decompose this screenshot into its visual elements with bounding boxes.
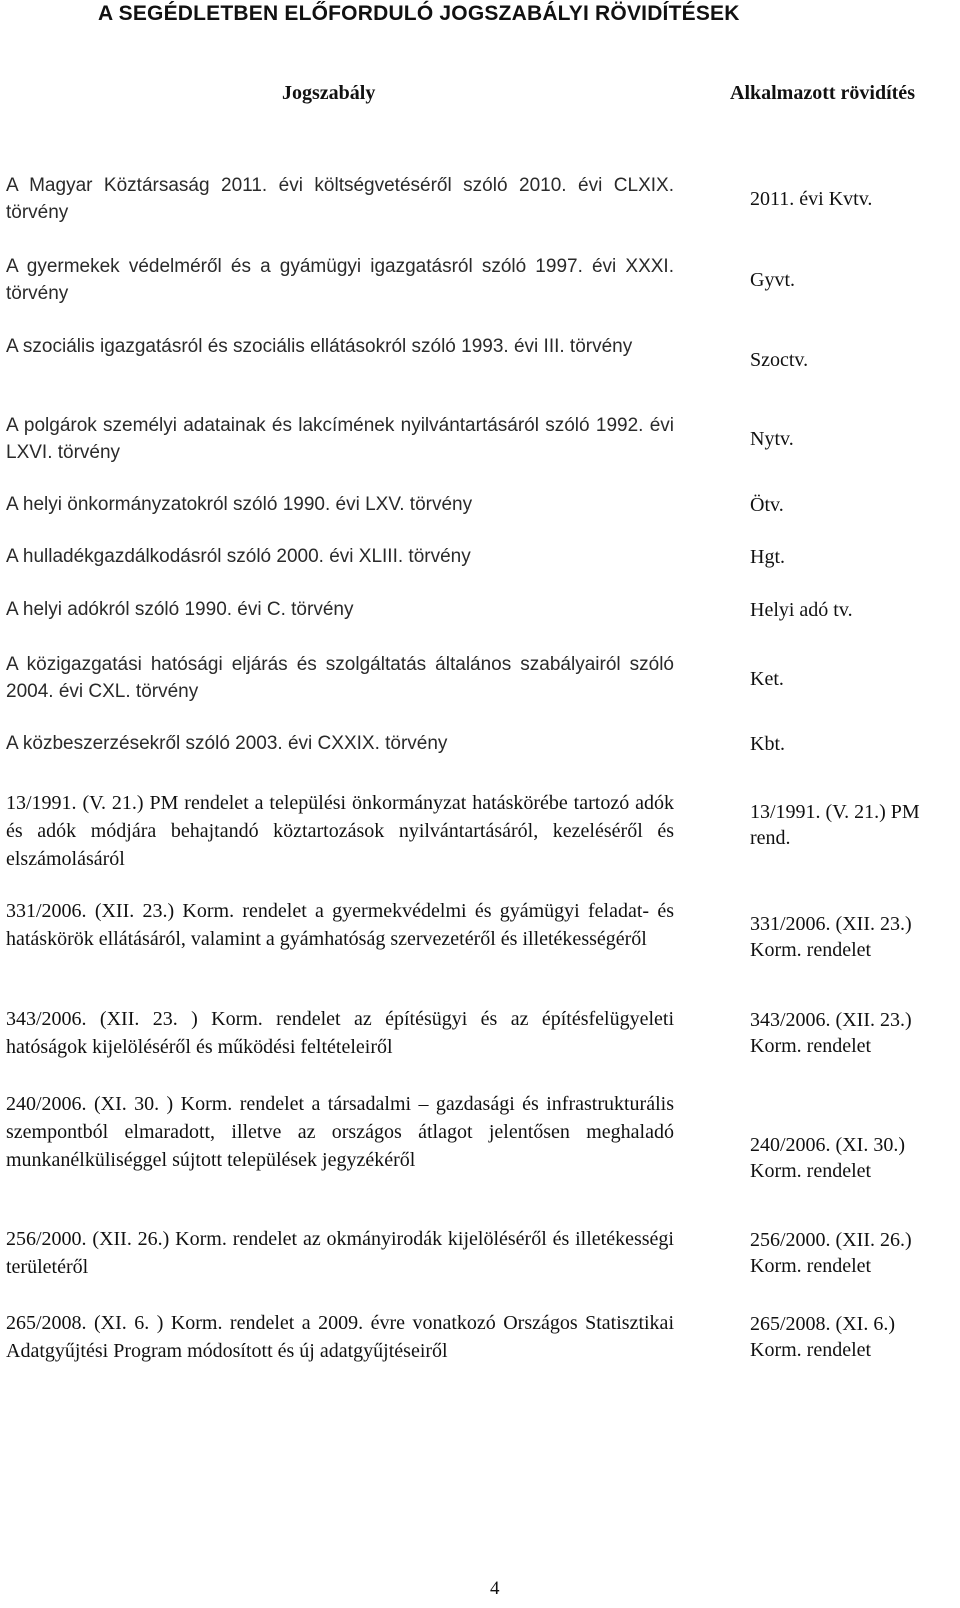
law-title: A helyi adókról szóló 1990. évi C. törvény xyxy=(6,599,354,620)
abbreviation: Hgt. xyxy=(750,546,785,568)
abbreviation: 13/1991. (V. 21.) PM rend. xyxy=(750,801,920,849)
abbreviation: 331/2006. (XII. 23.) Korm. rendelet xyxy=(750,913,912,961)
abbreviation: Nytv. xyxy=(750,428,794,450)
abbreviation: Kbt. xyxy=(750,733,785,755)
law-title: A Magyar Köztársaság 2011. évi költségvetéséről szóló 2010. évi CLXIX. törvény xyxy=(6,175,674,223)
abbreviation: 256/2000. (XII. 26.) Korm. rendelet xyxy=(750,1229,912,1277)
column-header-law: Jogszabály xyxy=(282,82,376,104)
page-number: 4 xyxy=(490,1578,500,1599)
law-title: A polgárok személyi adatainak és lakcímének nyilvántartásáról szóló 1992. évi LXVI. törvény xyxy=(6,415,674,463)
law-title: A helyi önkormányzatokról szóló 1990. évi LXV. törvény xyxy=(6,494,473,515)
law-title: A szociális igazgatásról és szociális ellátásokról szóló 1993. évi III. törvény xyxy=(6,336,633,357)
column-header-abbreviation: Alkalmazott rövidítés xyxy=(730,82,915,104)
page-title: A SEGÉDLETBEN ELŐFORDULÓ JOGSZABÁLYI RÖVIDÍTÉSEK xyxy=(98,2,740,25)
abbreviation: Gyvt. xyxy=(750,269,795,291)
law-title: A hulladékgazdálkodásról szóló 2000. évi XLIII. törvény xyxy=(6,546,471,567)
law-title: A gyermekek védelméről és a gyámügyi igazgatásról szóló 1997. évi XXXI. törvény xyxy=(6,256,674,304)
abbreviation: 265/2008. (XI. 6.) Korm. rendelet xyxy=(750,1313,895,1361)
abbreviation: 240/2006. (XI. 30.) Korm. rendelet xyxy=(750,1134,905,1182)
law-title: 331/2006. (XII. 23.) Korm. rendelet a gyermekvédelmi és gyámügyi feladat- és hatáskörök ellátásáról, valamint a gyámhatóság szervezetéről és illetékességéről xyxy=(6,900,674,950)
law-title: 240/2006. (XI. 30. ) Korm. rendelet a társadalmi – gazdasági és infrastrukturális szempontból elmaradott, illetve az országos átlagot jelentősen meghaladó munkanélküliséggel sújtott települések jegyzékéről xyxy=(6,1093,674,1171)
law-title: A közbeszerzésekről szóló 2003. évi CXXIX. törvény xyxy=(6,733,448,754)
abbreviation: 343/2006. (XII. 23.) Korm. rendelet xyxy=(750,1009,912,1057)
abbreviation: 2011. évi Kvtv. xyxy=(750,188,873,210)
law-title: 343/2006. (XII. 23. ) Korm. rendelet az építésügyi és az építésfelügyeleti hatóságok kijelöléséről és működési feltételeiről xyxy=(6,1008,674,1058)
law-title: 13/1991. (V. 21.) PM rendelet a települési önkormányzat hatáskörébe tartozó adók és adók módjára behajtandó köztartozások nyilvántartásáról, kezeléséről és elszámolásáról xyxy=(6,792,674,870)
abbreviation: Ket. xyxy=(750,668,784,690)
abbreviation: Helyi adó tv. xyxy=(750,599,853,621)
law-title: 265/2008. (XI. 6. ) Korm. rendelet a 2009. évre vonatkozó Országos Statisztikai Adatgyűjtési Program módosított és új adatgyűjtéseiről xyxy=(6,1312,674,1362)
law-title: A közigazgatási hatósági eljárás és szolgáltatás általános szabályairól szóló 2004. évi CXL. törvény xyxy=(6,654,674,702)
abbreviation: Szoctv. xyxy=(750,349,809,371)
abbreviation: Ötv. xyxy=(750,494,784,516)
law-title: 256/2000. (XII. 26.) Korm. rendelet az okmányirodák kijelöléséről és illetékességi területéről xyxy=(6,1228,674,1278)
